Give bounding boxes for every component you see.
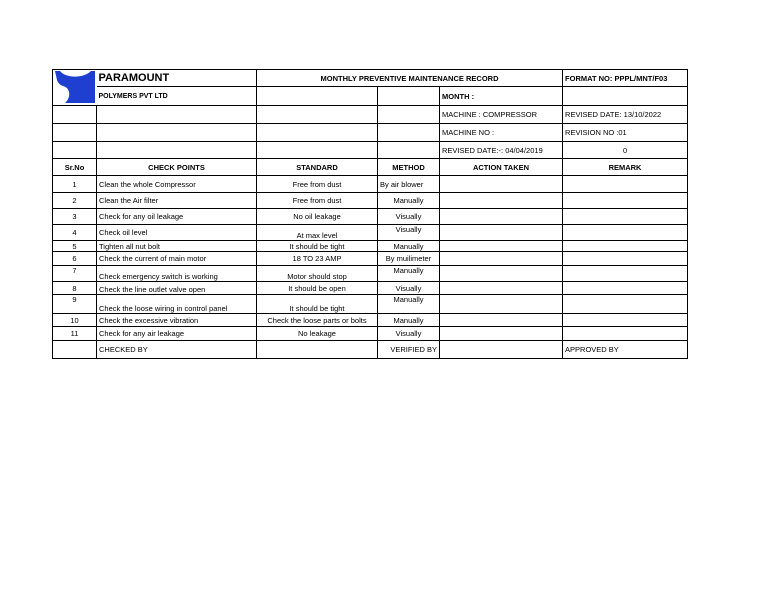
blank-cell	[257, 87, 378, 106]
row-method: Manually	[378, 295, 440, 314]
blank-cell	[378, 106, 440, 124]
blank-cell	[97, 106, 257, 124]
table-row	[53, 252, 688, 266]
row-method: Visually	[378, 327, 440, 341]
row-standard: No leakage	[257, 327, 378, 341]
table-row	[53, 295, 688, 314]
blank-cell	[97, 142, 257, 159]
row-remark[interactable]	[563, 176, 688, 193]
table-row	[53, 282, 688, 295]
row-remark[interactable]	[563, 266, 688, 282]
blank-cell	[563, 87, 688, 106]
blank-cell	[53, 124, 97, 142]
revision-value: 0	[563, 142, 688, 159]
row-sr: 8	[53, 282, 97, 295]
row-action-taken[interactable]	[440, 225, 563, 241]
machine-no-field[interactable]: MACHINE NO :	[440, 124, 563, 142]
row-action-taken[interactable]	[440, 266, 563, 282]
table-row	[53, 209, 688, 225]
blank-cell	[53, 106, 97, 124]
row-remark[interactable]	[563, 241, 688, 252]
col-sr-no: Sr.No	[53, 159, 97, 176]
row-action-taken[interactable]	[440, 193, 563, 209]
row-remark[interactable]	[563, 252, 688, 266]
row-remark[interactable]	[563, 193, 688, 209]
row-action-taken[interactable]	[440, 282, 563, 295]
blank-cell	[257, 341, 378, 359]
month-field[interactable]: MONTH :	[440, 87, 563, 106]
row-check-point: Tighten all nut bolt	[97, 241, 257, 252]
record-title: MONTHLY PREVENTIVE MAINTENANCE RECORD	[257, 70, 563, 87]
table-row	[53, 266, 688, 282]
table-row	[53, 327, 688, 341]
format-no: FORMAT NO: PPPL/MNT/F03	[563, 70, 688, 87]
blank-cell	[257, 124, 378, 142]
row-method: By muilimeter	[378, 252, 440, 266]
row-sr: 10	[53, 314, 97, 327]
table-row	[53, 193, 688, 209]
row-sr: 3	[53, 209, 97, 225]
blank-cell	[257, 106, 378, 124]
row-method: Manually	[378, 266, 440, 282]
row-sr: 4	[53, 225, 97, 241]
row-check-point: Check the excessive vibration	[97, 314, 257, 327]
row-method: Visually	[378, 225, 440, 241]
row-method: Manually	[378, 314, 440, 327]
row-check-point: Check the current of main motor	[97, 252, 257, 266]
row-check-point: Check emergency switch is working	[97, 266, 257, 282]
row-action-taken[interactable]	[440, 252, 563, 266]
table-row	[53, 225, 688, 241]
blank-cell	[378, 142, 440, 159]
row-method: Visually	[378, 209, 440, 225]
machine-field: MACHINE : COMPRESSOR	[440, 106, 563, 124]
row-sr: 11	[53, 327, 97, 341]
verified-by: VERIFIED BY	[378, 341, 440, 359]
row-standard: Check the loose parts or bolts	[257, 314, 378, 327]
blank-cell	[440, 341, 563, 359]
row-remark[interactable]	[563, 225, 688, 241]
blank-cell	[378, 87, 440, 106]
blank-cell	[53, 142, 97, 159]
revised-date: REVISED DATE: 13/10/2022	[563, 106, 688, 124]
row-standard: At max level	[257, 225, 378, 241]
row-standard: Free from dust	[257, 176, 378, 193]
blank-cell	[53, 341, 97, 359]
row-standard: It should be tight	[257, 241, 378, 252]
company-logo-icon	[53, 70, 97, 103]
row-check-point: Check for any oil leakage	[97, 209, 257, 225]
row-sr: 7	[53, 266, 97, 282]
row-standard: Motor should stop	[257, 266, 378, 282]
col-check-points: CHECK POINTS	[97, 159, 257, 176]
row-action-taken[interactable]	[440, 241, 563, 252]
row-sr: 6	[53, 252, 97, 266]
signature-row	[53, 341, 688, 359]
table-row	[53, 241, 688, 252]
blank-cell	[97, 124, 257, 142]
revision-no: REVISION NO :01	[563, 124, 688, 142]
row-method: Manually	[378, 193, 440, 209]
row-standard: It should be open	[257, 282, 378, 295]
approved-by: APPROVED BY	[563, 341, 688, 359]
revised-date-2: REVISED DATE:-: 04/04/2019	[440, 142, 563, 159]
row-method: Manually	[378, 241, 440, 252]
company-name: PARAMOUNT	[98, 72, 170, 85]
row-standard: It should be tight	[257, 295, 378, 314]
company-name-cell	[97, 70, 257, 87]
row-check-point: Check for any air leakage	[97, 327, 257, 341]
col-action-taken: ACTION TAKEN	[440, 159, 563, 176]
col-method: METHOD	[378, 159, 440, 176]
row-remark[interactable]	[563, 327, 688, 341]
row-action-taken[interactable]	[440, 209, 563, 225]
logo-cell	[53, 70, 97, 106]
column-header-row	[53, 159, 688, 176]
blank-cell	[378, 124, 440, 142]
row-check-point: Clean the Air filter	[97, 193, 257, 209]
row-action-taken[interactable]	[440, 176, 563, 193]
col-standard: STANDARD	[257, 159, 378, 176]
row-standard: 18 TO 23 AMP	[257, 252, 378, 266]
row-standard: Free from dust	[257, 193, 378, 209]
row-action-taken[interactable]	[440, 327, 563, 341]
row-action-taken[interactable]	[440, 295, 563, 314]
company-subtitle: POLYMERS PVT LTD	[97, 87, 257, 106]
row-sr: 1	[53, 176, 97, 193]
row-remark[interactable]	[563, 295, 688, 314]
row-sr: 9	[53, 295, 97, 314]
row-remark[interactable]	[563, 209, 688, 225]
table-row	[53, 176, 688, 193]
row-method: By air blower	[378, 176, 440, 193]
table-row	[53, 314, 688, 327]
row-remark[interactable]	[563, 282, 688, 295]
row-check-point: Check the line outlet valve open	[97, 282, 257, 295]
row-method: Visually	[378, 282, 440, 295]
checked-by: CHECKED BY	[97, 341, 257, 359]
row-standard: No oil leakage	[257, 209, 378, 225]
row-check-point: Check the loose wiring in control panel	[97, 295, 257, 314]
row-remark[interactable]	[563, 314, 688, 327]
row-action-taken[interactable]	[440, 314, 563, 327]
row-sr: 2	[53, 193, 97, 209]
blank-cell	[257, 142, 378, 159]
row-check-point: Clean the whole Compressor	[97, 176, 257, 193]
row-sr: 5	[53, 241, 97, 252]
maintenance-record-table	[52, 69, 688, 359]
col-remark: REMARK	[563, 159, 688, 176]
row-check-point: Check oil level	[97, 225, 257, 241]
